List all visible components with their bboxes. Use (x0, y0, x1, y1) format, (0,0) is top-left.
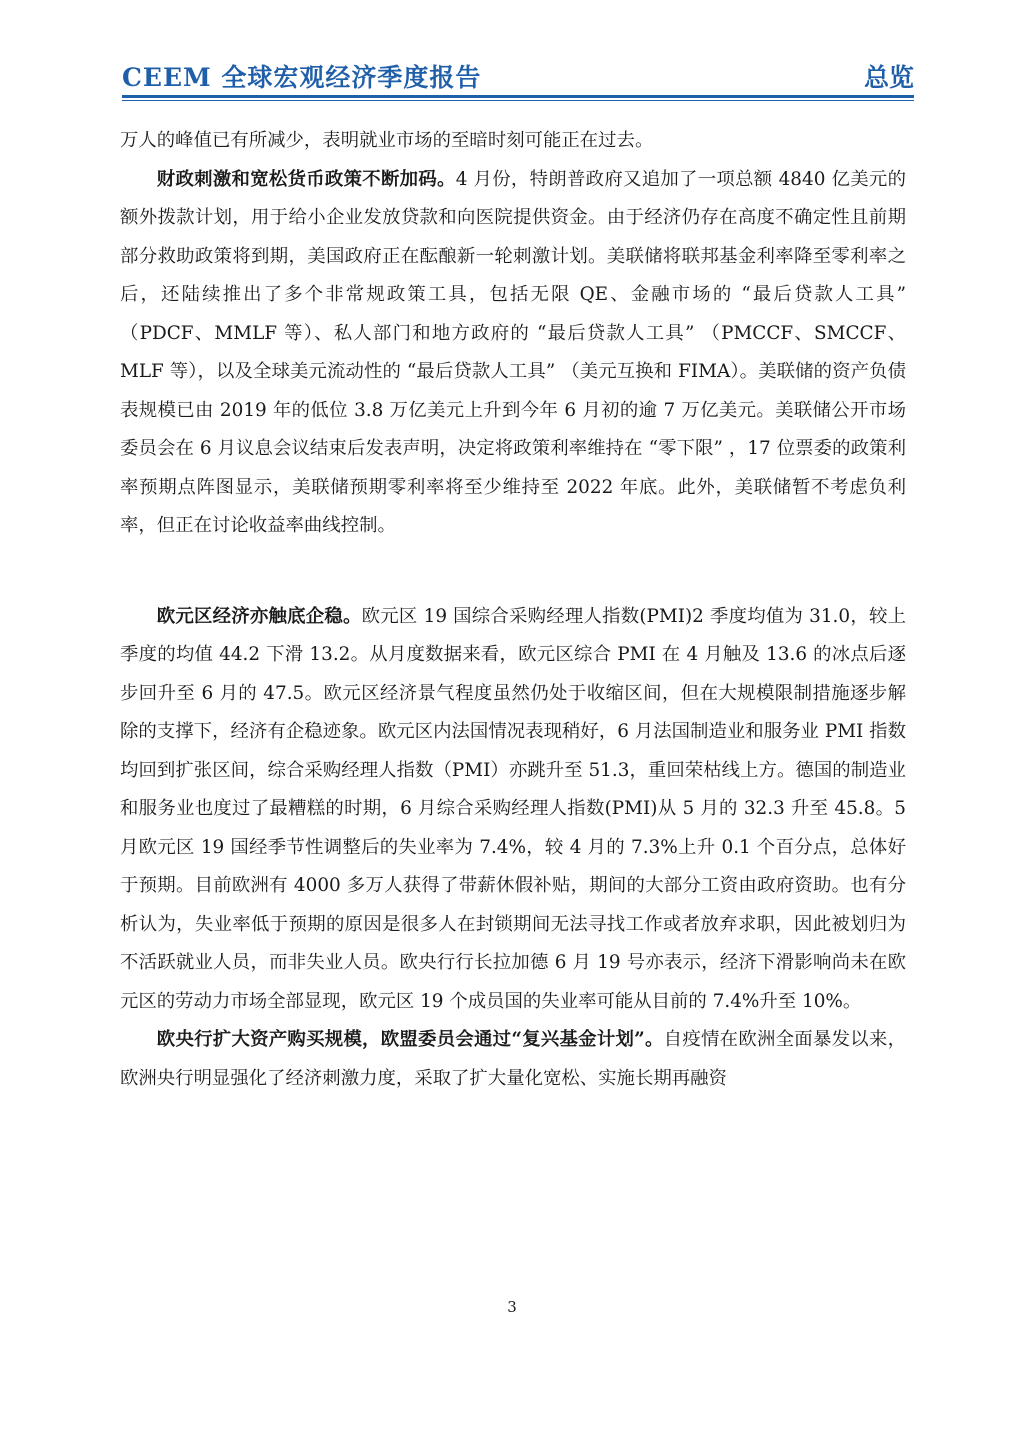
paragraph-lead: 财政刺激和宽松货币政策不断加码。 (156, 168, 456, 190)
paragraph-eurozone (120, 598, 906, 1022)
paragraph-text: 自疫情在欧洲全面暴发以来，欧洲央行明显强化了经济刺激力度，采取了扩大量化宽松、实施长期再融资 (120, 1029, 906, 1089)
paragraph-text: 4 月份，特朗普政府又追加了一项总额 4840 亿美元的额外拨款计划，用于给小企业发放贷款和向医院提供资金。由于经济仍存在高度不确定性且前期部分救助政策将到期，美国政府正在酝酿新一轮刺激计划。美联储将联邦基金利率降至零利率之后，还陆续推出了多个非常规政策工具，包括无限 QE、金融市场的 “最后贷款人工具” （PDCF、MMLF 等）、私人部门和地方政府的 “最后贷款人工具” （PMCCF、SMCCF、MLF 等），以及全球美元流动性的 “最后贷款人工具” （美元互换和 FIMA）。美联储的资产负债表规模已由 2019 年的低位 3.8 万亿美元上升到今年 6 月初的逾 7 万亿美元。美联储公开市场委员会在 6 月议息会议结束后发表声明，决定将政策利率维持在 “零下限” ，17 位票委的政策利率预期点阵图显示，美联储预期零利率将至少维持至 2022 年底。此外，美联储暂不考虑负利率，但正在讨论收益率曲线控制。 (120, 168, 906, 536)
report-title: CEEM 全球宏观经济季度报告 (122, 63, 482, 92)
paragraph-continued (120, 122, 906, 161)
paragraph-text: 万人的峰值已有所减少，表明就业市场的至暗时刻可能正在过去。 (120, 130, 654, 151)
paragraph-lead: 欧央行扩大资产购买规模，欧盟委员会通过“复兴基金计划”。 (156, 1029, 664, 1050)
paragraph-text: 欧元区 19 国综合采购经理人指数(PMI)2 季度均值为 31.0，较上季度的均值 44.2 下滑 13.2。从月度数据来看，欧元区综合 PMI 在 4 月触及 13.6 的冰点后逐步回升至 6 月的 47.5。欧元区经济景气程度虽然仍处于收缩区间，但在大规模限制措施逐步解除的支撑下，经济有企稳迹象。欧元区内法国情况表现稍好，6 月法国制造业和服务业 PMI 指数均回到扩张区间，综合采购经理人指数（PMI）亦跳升至 51.3，重回荣枯线上方。德国的制造业和服务业也度过了最糟糕的时期，6 月综合采购经理人指数(PMI)从 5 月的 32.3 升至 45.8。5 月欧元区 19 国经季节性调整后的失业率为 7.4%，较 4 月的 7.3%上升 0.1 个百分点，总体好于预期。目前欧洲有 4000 多万人获得了带薪休假补贴，期间的大部分工资由政府资助。也有分析认为，失业率低于预期的原因是很多人在封锁期间无法寻找工作或者放弃求职，因此被划归为不活跃就业人员，而非失业人员。欧央行行长拉加德 6 月 19 号亦表示，经济下滑影响尚未在欧元区的劳动力市场全部显现，欧元区 19 个成员国的失业率可能从目前的 7.4%升至 10%。 (120, 605, 906, 1012)
paragraph-lead: 欧元区经济亦触底企稳。 (156, 605, 362, 627)
body-text (120, 122, 906, 1098)
section-label: 总览 (863, 63, 914, 92)
header-rule-thin (122, 100, 914, 101)
page-header (122, 52, 914, 92)
paragraph-ecb (120, 1021, 906, 1098)
header-rule-thick (122, 95, 914, 98)
page-number: 3 (507, 1298, 517, 1316)
paragraph-us-policy (120, 161, 906, 546)
